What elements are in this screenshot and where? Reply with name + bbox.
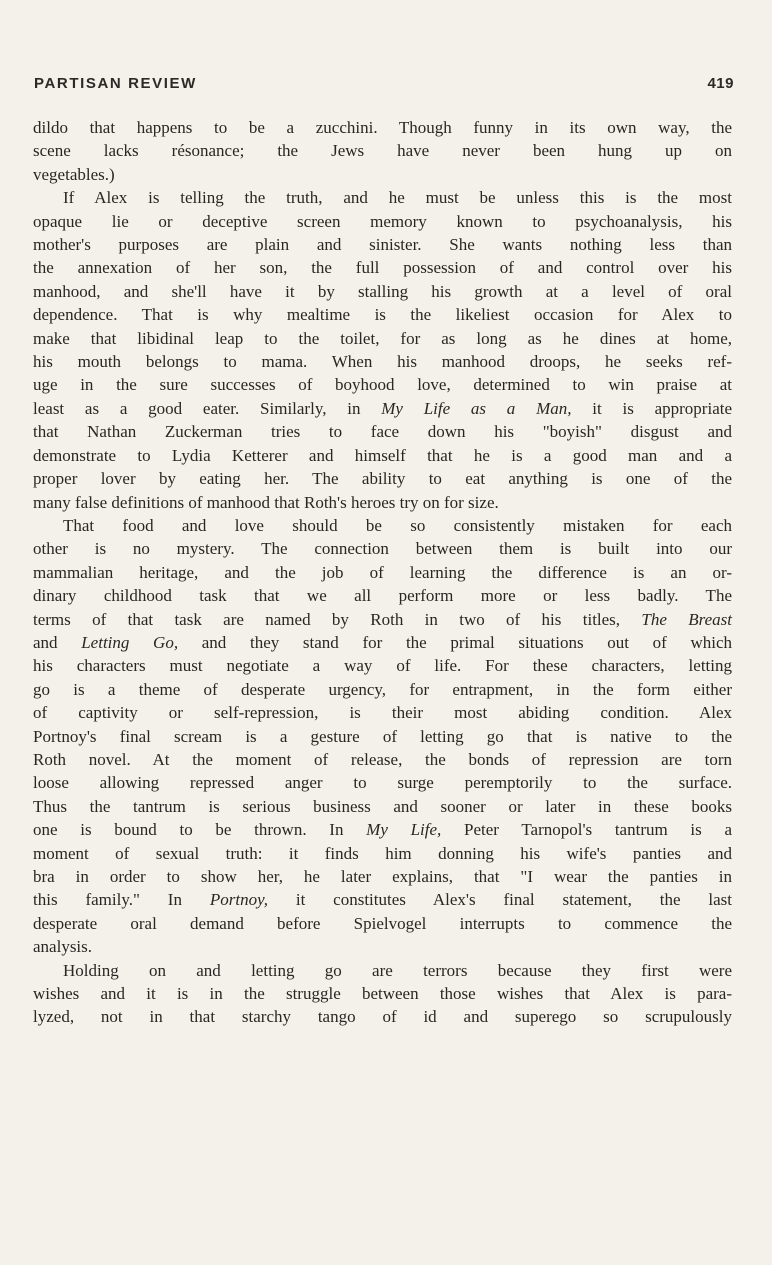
text-line: vegetables.) bbox=[33, 164, 115, 184]
text-line bbox=[33, 631, 732, 654]
text-segment: least as a good eater. Similarly, in bbox=[33, 398, 361, 418]
text-segment: and bbox=[33, 632, 58, 652]
text-segment: terms of that task are named by Roth in two of his titles, bbox=[33, 609, 621, 629]
text-line bbox=[33, 608, 732, 631]
book-title: Portnoy, bbox=[209, 890, 268, 910]
text-line: uge in the sure successes of boyhood love, determined to win praise at bbox=[33, 375, 732, 395]
text-line: dependence. That is why mealtime is the likeliest occasion for Alex to bbox=[33, 305, 732, 325]
text-line: That food and love should be so consistently mistaken for each bbox=[63, 515, 732, 535]
text-line: Thus the tantrum is serious business and sooner or later in these books bbox=[33, 796, 732, 816]
text-line: his mouth belongs to mama. When his manhood droops, he seeks ref- bbox=[33, 352, 732, 372]
text-line: mammalian heritage, and the job of learning the difference is an or- bbox=[33, 562, 732, 582]
text-line: demonstrate to Lydia Ketterer and himself that he is a good man and a bbox=[33, 445, 732, 465]
text-segment: it constitutes Alex's final statement, the last bbox=[295, 890, 733, 910]
text-line: his characters must negotiate a way of life. For these characters, letting bbox=[33, 656, 732, 676]
text-line: loose allowing repressed anger to surge peremptorily to the surface. bbox=[33, 773, 732, 793]
text-line: dinary childhood task that we all perform more or less badly. The bbox=[33, 586, 732, 606]
text-line: scene lacks résonance; the Jews have never been hung up on bbox=[33, 141, 732, 161]
book-title: The Breast bbox=[641, 609, 732, 629]
text-line bbox=[33, 888, 732, 911]
text-line: opaque lie or deceptive screen memory known to psychoanalysis, his bbox=[33, 211, 732, 231]
text-line bbox=[33, 818, 732, 841]
text-line: Holding on and letting go are terrors because they first were bbox=[63, 960, 732, 980]
text-line: dildo that happens to be a zucchini. Though funny in its own way, the bbox=[33, 118, 732, 137]
text-line: moment of sexual truth: it finds him donning his wife's panties and bbox=[33, 843, 732, 863]
text-line: that Nathan Zuckerman tries to face down his "boyish" disgust and bbox=[33, 422, 732, 442]
page-number: 419 bbox=[707, 74, 734, 92]
book-title: Letting Go, bbox=[81, 632, 179, 652]
text-line: bra in order to show her, he later explains, that "I wear the panties in bbox=[33, 867, 732, 886]
book-title: My Life as a Man, bbox=[381, 398, 572, 418]
journal-title: PARTISAN REVIEW bbox=[34, 74, 197, 92]
text-line: of captivity or self-repression, is their most abiding condition. Alex bbox=[33, 703, 732, 723]
text-line: mother's purposes are plain and sinister. She wants nothing less than bbox=[33, 235, 732, 255]
text-line: manhood, and she'll have it by stalling his growth at a level of oral bbox=[33, 281, 732, 301]
text-line: Portnoy's final scream is a gesture of letting go that is native to the bbox=[33, 726, 732, 746]
text-line: many false definitions of manhood that Roth's heroes try on for size. bbox=[33, 492, 499, 512]
text-segment: it is appropriate bbox=[592, 398, 733, 418]
text-segment: and they stand for the primal situations out of which bbox=[201, 632, 733, 652]
text-line: Roth novel. At the moment of release, the bonds of repression are torn bbox=[33, 749, 732, 769]
running-head bbox=[34, 73, 734, 93]
body-text bbox=[33, 116, 732, 1029]
text-line: proper lover by eating her. The ability to eat anything is one of the bbox=[33, 469, 732, 489]
text-line: desperate oral demand before Spielvogel interrupts to commence the bbox=[33, 913, 732, 933]
book-title: My Life, bbox=[366, 820, 442, 840]
text-segment: one is bound to be thrown. In bbox=[33, 820, 344, 840]
text-line: make that libidinal leap to the toilet, for as long as he dines at home, bbox=[33, 328, 732, 348]
text-line: other is no mystery. The connection between them is built into our bbox=[33, 539, 732, 559]
text-line: analysis. bbox=[33, 937, 93, 957]
text-segment: this family." In bbox=[33, 890, 182, 910]
text-line: the annexation of her son, the full possession of and control over his bbox=[33, 258, 732, 278]
text-line: wishes and it is in the struggle between those wishes that Alex is para- bbox=[33, 984, 732, 1004]
text-line: lyzed, not in that starchy tango of id and superego so scrupulously bbox=[33, 1007, 732, 1027]
text-line bbox=[33, 397, 732, 420]
text-line: go is a theme of desperate urgency, for entrapment, in the form either bbox=[33, 679, 732, 699]
text-segment: Peter Tarnopol's tantrum is a bbox=[464, 820, 733, 840]
text-line: If Alex is telling the truth, and he must be unless this is the most bbox=[63, 188, 732, 208]
